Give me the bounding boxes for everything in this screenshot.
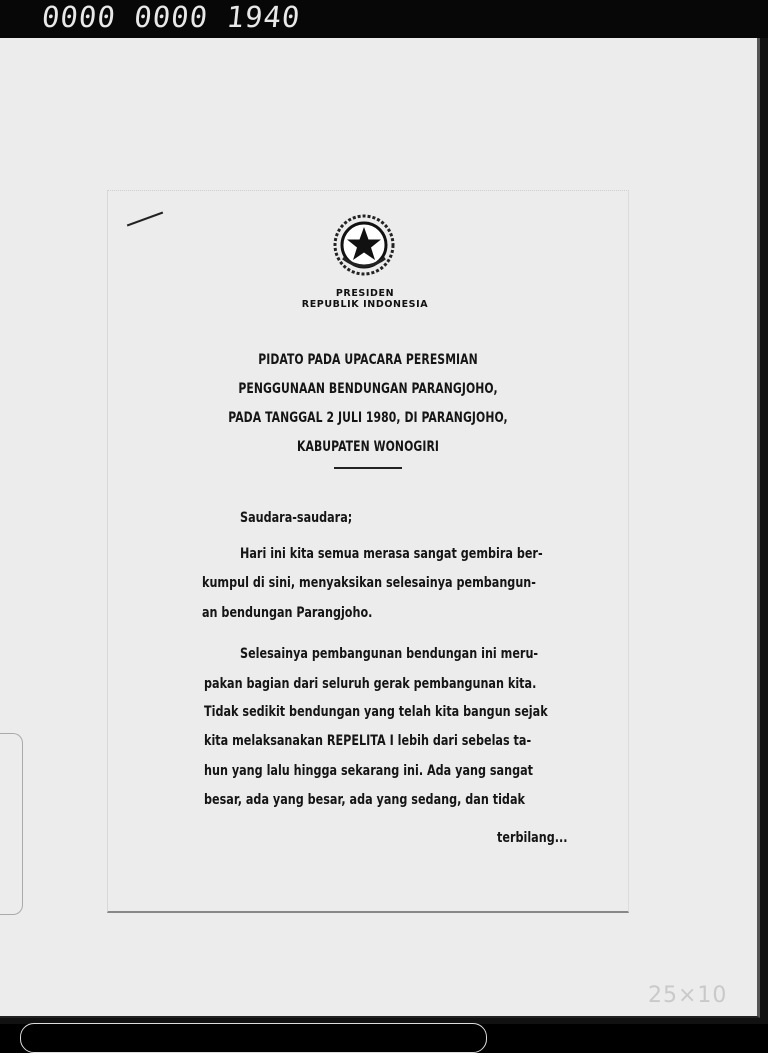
body-line: hun yang lalu hingga sekarang ini. Ada yang sangat [204,763,534,779]
body-line: pakan bagian dari seluruh gerak pembangunan kita. [204,676,537,692]
body-line: an bendungan Parangjoho. [202,605,373,621]
film-code: 0000 0000 1940 [40,0,303,34]
body-line: kita melaksanakan REPELITA I lebih dari sebelas ta- [204,733,532,749]
title-line: PIDATO PADA UPACARA PERESMIAN [258,352,478,368]
body-line: Tidak sedikit bendungan yang telah kita bangun sejak [204,704,548,720]
body-line: kumpul di sini, menyaksikan selesainya pembangun- [202,575,536,591]
body-line: Selesainya pembangunan bendungan ini meru- [240,646,539,662]
body-line: besar, ada yang besar, ada yang sedang, dan tidak [204,792,525,808]
frame-bottom-strip [20,1023,487,1053]
frame-notch [0,733,23,915]
corner-mark: 25×10 [648,983,728,1008]
salutation: Saudara-saudara; [240,510,353,526]
letterhead-president: PRESIDEN [335,288,395,299]
title-line: KABUPATEN WONOGIRI [296,439,440,455]
continuation-word: terbilang... [497,830,568,846]
title-underline [334,467,402,469]
letterhead-republic: REPUBLIK INDONESIA [301,299,429,310]
title-line: PADA TANGGAL 2 JULI 1980, DI PARANGJOHO, [228,410,508,426]
garuda-emblem-icon [333,214,395,276]
title-line: PENGGUNAAN BENDUNGAN PARANGJOHO, [238,381,498,397]
body-line: Hari ini kita semua merasa sangat gembira ber- [240,546,543,562]
film-header-bar [0,0,768,38]
speech-title [215,346,521,462]
